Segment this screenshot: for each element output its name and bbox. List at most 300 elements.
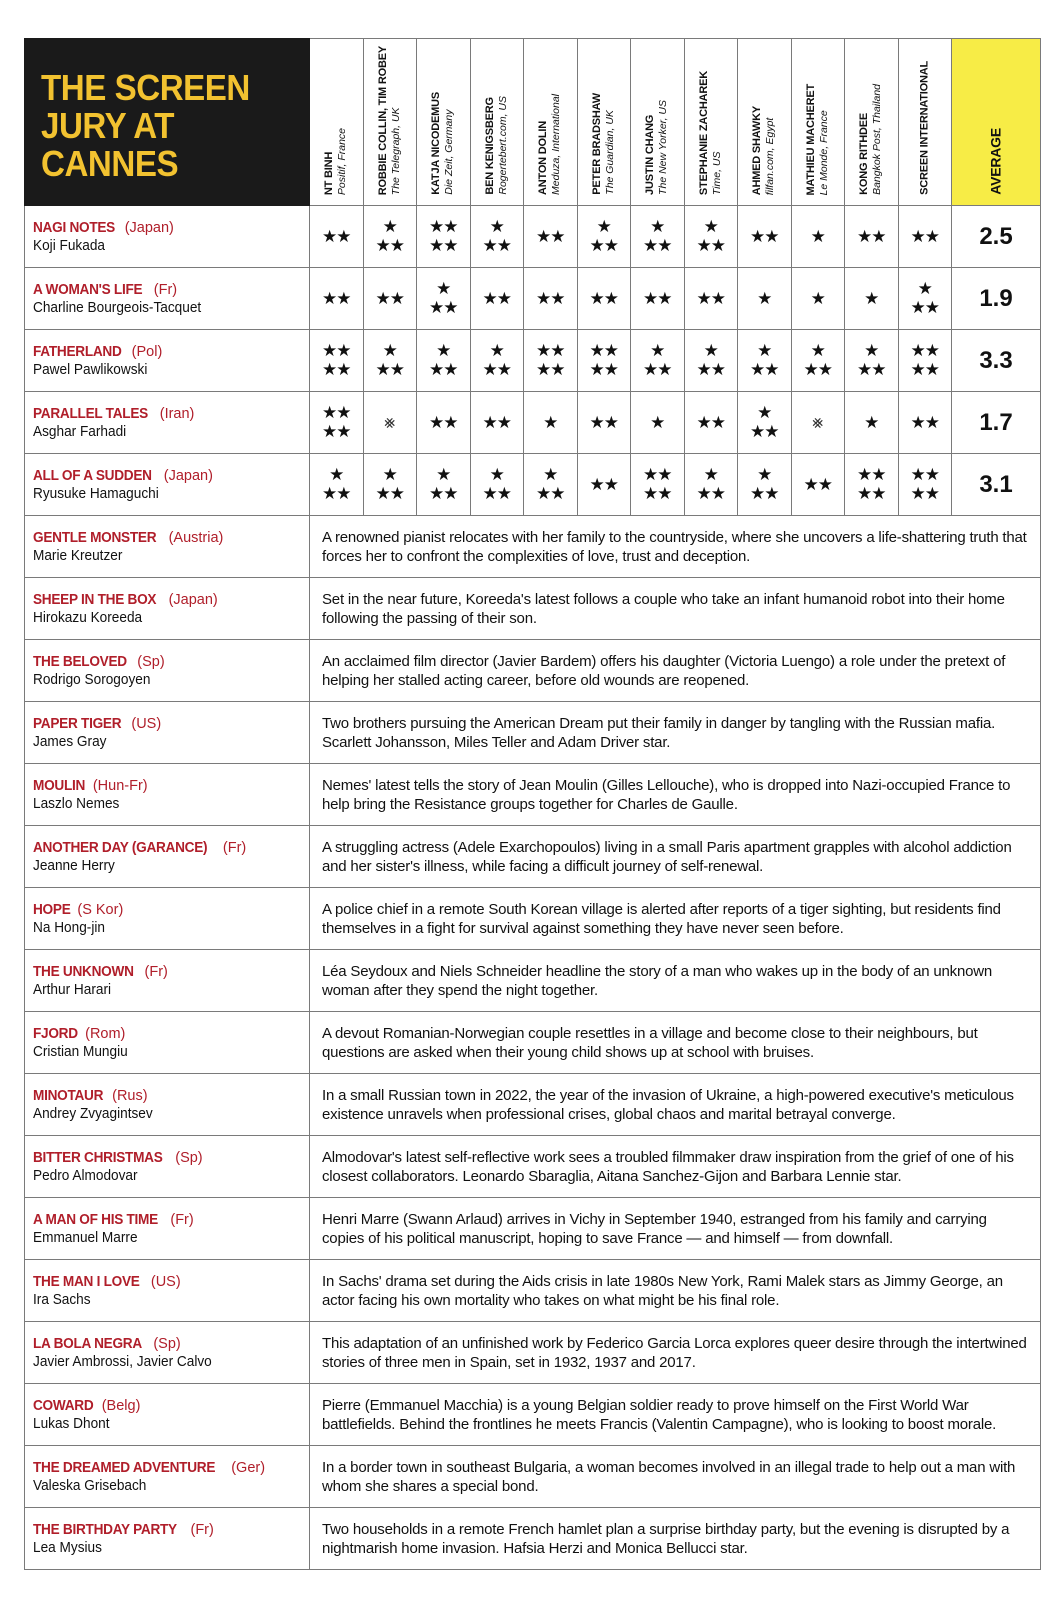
rating-cell — [738, 330, 792, 392]
critic-label — [918, 61, 931, 195]
star-row — [864, 289, 878, 308]
film-cell — [25, 454, 310, 516]
star-icon: ★ — [375, 236, 390, 255]
critic-header — [845, 39, 899, 206]
rating-cell — [791, 392, 845, 454]
star-icon: ★ — [375, 484, 390, 503]
star-icon: ★ — [810, 341, 825, 360]
film-cell — [25, 888, 310, 950]
rating-cell — [791, 206, 845, 268]
rating-cell — [417, 392, 471, 454]
film-country: (Austria) — [168, 530, 224, 546]
star-icon: ★ — [710, 288, 725, 308]
critic-name: AHMED SHAWKY — [751, 105, 764, 195]
star-rating — [322, 341, 351, 379]
average-header — [952, 39, 1041, 206]
film-synopsis: Léa Seydoux and Niels Schneider headline the story of a man who wakes up in the body of an unknown woman after they spend the night together. — [310, 950, 1041, 1012]
star-rating — [429, 341, 458, 379]
star-icon: ★ — [589, 412, 604, 432]
film-title-line — [33, 467, 309, 485]
title-cell — [25, 39, 310, 206]
star-icon: ★ — [910, 298, 925, 317]
star-row — [650, 413, 664, 432]
critic-name: PETER BRADSHAW — [590, 93, 603, 195]
film-title: ANOTHER DAY (GARANCE) — [33, 840, 208, 856]
star-icon: ★ — [924, 226, 939, 246]
star-rating — [697, 465, 726, 503]
star-row — [590, 341, 619, 360]
star-row — [429, 465, 458, 484]
rating-cell — [577, 454, 631, 516]
film-title: THE MAN I LOVE — [33, 1274, 140, 1290]
described-film-row — [25, 702, 1041, 764]
star-icon: ★ — [757, 341, 772, 360]
star-row — [322, 289, 351, 308]
film-synopsis: Almodovar's latest self-reflective work sees a troubled filmmaker draw inspiration from the grief of one of his closest collaborators. Leonardo Sbaraglia, Aitana Sanchez-Gijon and Barbara Lennie star. — [310, 1136, 1041, 1198]
star-icon: ★ — [657, 465, 672, 484]
star-icon: ★ — [443, 484, 458, 503]
star-icon: ★ — [696, 288, 711, 308]
described-film-row — [25, 764, 1041, 826]
critic-name: ANTON DOLIN — [537, 121, 550, 195]
star-rating — [697, 341, 726, 379]
star-row — [322, 465, 351, 484]
star-row — [750, 465, 779, 484]
film-director: Koji Fukada — [33, 238, 105, 254]
rating-cell — [363, 392, 417, 454]
star-row — [750, 484, 779, 503]
film-title-line — [33, 963, 309, 981]
star-icon: ★ — [657, 236, 672, 255]
star-icon: ★ — [871, 484, 886, 503]
star-icon: ★ — [764, 360, 779, 379]
star-rating — [857, 227, 886, 246]
film-director: Valeska Grisebach — [33, 1478, 147, 1494]
star-rating — [483, 217, 512, 255]
star-row — [590, 217, 619, 236]
rating-cell — [684, 454, 738, 516]
star-rating — [911, 341, 940, 379]
film-cell — [25, 1446, 310, 1508]
star-icon: ★ — [643, 484, 658, 503]
star-icon: ★ — [429, 298, 444, 317]
star-icon: ★ — [382, 465, 397, 484]
critic-name: BEN KENIGSBERG — [483, 97, 496, 195]
rating-cell — [791, 330, 845, 392]
star-row — [322, 227, 351, 246]
rating-cell — [738, 268, 792, 330]
film-title-line — [33, 653, 309, 671]
rating-cell — [470, 268, 524, 330]
film-director: Ira Sachs — [33, 1292, 91, 1308]
rating-cell — [363, 330, 417, 392]
star-rating — [590, 341, 619, 379]
rating-cell — [310, 268, 364, 330]
film-cell — [25, 1074, 310, 1136]
rating-cell — [417, 206, 471, 268]
star-rating — [376, 217, 405, 255]
star-icon: ★ — [329, 465, 344, 484]
star-row — [322, 360, 351, 379]
star-rating — [911, 279, 940, 317]
film-title: THE DREAMED ADVENTURE — [33, 1460, 216, 1476]
star-icon: ★ — [757, 288, 772, 308]
film-title: PAPER TIGER — [33, 716, 122, 732]
star-icon: ★ — [603, 236, 618, 255]
described-film-row — [25, 1074, 1041, 1136]
critic-outlet: The Guardian, UK — [603, 110, 616, 195]
described-film-row — [25, 578, 1041, 640]
film-cell — [25, 640, 310, 702]
film-synopsis: In Sachs' drama set during the Aids crisis in late 1980s New York, Rami Malek stars as Jimmy George, an actor facing his own mortality who takes on what might be his final role. — [310, 1260, 1041, 1322]
star-icon: ★ — [443, 236, 458, 255]
star-rating — [429, 217, 458, 255]
film-director: Cristian Mungiu — [33, 1044, 128, 1060]
star-icon: ★ — [650, 341, 665, 360]
described-film-row — [25, 1012, 1041, 1074]
star-row — [590, 475, 619, 494]
star-rating — [590, 289, 619, 308]
star-row — [590, 236, 619, 255]
star-icon: ★ — [924, 412, 939, 432]
critic-header — [417, 39, 471, 206]
star-row — [643, 236, 672, 255]
film-country: (Ger) — [231, 1460, 266, 1476]
film-title-line — [33, 405, 309, 423]
star-icon: ★ — [336, 484, 351, 503]
star-rating — [536, 341, 565, 379]
film-country: (Sp) — [175, 1150, 203, 1166]
star-row — [804, 475, 833, 494]
star-icon: ★ — [696, 484, 711, 503]
rating-cell — [845, 392, 899, 454]
film-country: (Sp) — [137, 654, 165, 670]
rated-film-row — [25, 206, 1041, 268]
star-icon: ★ — [657, 484, 672, 503]
star-rating — [536, 227, 565, 246]
star-row — [429, 484, 458, 503]
star-icon: ★ — [924, 465, 939, 484]
star-row — [322, 403, 351, 422]
film-cell — [25, 516, 310, 578]
star-icon: ★ — [482, 360, 497, 379]
film-synopsis: A police chief in a remote South Korean village is alerted after reports of a tiger sighting, but residents find themselves in a fight for survival against something they have never seen before. — [310, 888, 1041, 950]
critic-label — [484, 96, 510, 195]
star-icon: ★ — [589, 236, 604, 255]
rating-cell — [363, 206, 417, 268]
star-icon: ★ — [857, 484, 872, 503]
star-row — [911, 360, 940, 379]
star-icon: ★ — [496, 412, 511, 432]
star-rating — [322, 403, 351, 441]
star-icon: ★ — [322, 341, 337, 360]
star-row — [643, 484, 672, 503]
star-icon: ★ — [496, 288, 511, 308]
film-title: SHEEP IN THE BOX — [33, 592, 157, 608]
star-icon: ★ — [589, 474, 604, 494]
rating-cell — [470, 206, 524, 268]
film-title: MINOTAUR — [33, 1088, 104, 1104]
film-synopsis: Two brothers pursuing the American Dream put their family in danger by tangling with the Russian mafia. Scarlett Johansson, Miles Teller and Adam Driver star. — [310, 702, 1041, 764]
star-icon: ★ — [536, 288, 551, 308]
film-title: A WOMAN'S LIFE — [33, 282, 143, 298]
star-row — [643, 217, 672, 236]
star-icon: ★ — [336, 288, 351, 308]
star-icon: ★ — [322, 288, 337, 308]
rating-cell — [470, 330, 524, 392]
rating-cell — [684, 330, 738, 392]
film-country: (Fr) — [153, 282, 178, 298]
star-icon: ★ — [696, 360, 711, 379]
film-director: Na Hong-jin — [33, 920, 105, 936]
film-title-line — [33, 901, 309, 919]
film-synopsis: A devout Romanian-Norwegian couple resettles in a village and become close to their neighbours, but questions are asked when their young child shows up at school with bruises. — [310, 1012, 1041, 1074]
rating-cell — [738, 454, 792, 516]
star-icon: ★ — [750, 422, 765, 441]
star-rating — [650, 413, 664, 432]
film-cell — [25, 206, 310, 268]
star-icon: ★ — [596, 217, 611, 236]
film-title-line — [33, 839, 309, 857]
rating-cell — [845, 268, 899, 330]
star-icon: ★ — [589, 288, 604, 308]
star-icon: ★ — [603, 412, 618, 432]
star-row — [376, 289, 405, 308]
star-icon: ★ — [924, 298, 939, 317]
star-row — [643, 341, 672, 360]
film-synopsis: An acclaimed film director (Javier Bardem) offers his daughter (Victoria Luengo) a role under the pretext of helping her stalled acting career, before old wounds are reopened. — [310, 640, 1041, 702]
star-icon: ★ — [550, 288, 565, 308]
star-row — [643, 465, 672, 484]
film-title-line — [33, 1521, 309, 1539]
film-title: THE BIRTHDAY PARTY — [33, 1522, 177, 1538]
star-row — [643, 360, 672, 379]
star-icon: ★ — [429, 412, 444, 432]
critic-outlet: Positif, France — [336, 127, 349, 195]
critic-label — [430, 92, 456, 195]
star-row — [483, 289, 512, 308]
star-icon: ★ — [436, 465, 451, 484]
film-director: Charline Bourgeois-Tacquet — [33, 300, 202, 316]
star-icon: ★ — [496, 236, 511, 255]
star-row — [857, 484, 886, 503]
film-country: (Japan) — [163, 468, 213, 484]
critic-label — [377, 46, 403, 195]
star-row — [429, 360, 458, 379]
star-row — [697, 465, 726, 484]
film-country: (Fr) — [222, 840, 247, 856]
star-row — [911, 465, 940, 484]
star-icon: ★ — [757, 403, 772, 422]
film-director: Javier Ambrossi, Javier Calvo — [33, 1354, 212, 1370]
star-row — [483, 236, 512, 255]
average-score: 3.3 — [952, 330, 1041, 392]
critic-header — [738, 39, 792, 206]
star-rating — [376, 289, 405, 308]
star-row — [590, 360, 619, 379]
star-row — [750, 227, 779, 246]
rating-cell — [738, 392, 792, 454]
film-director: Jeanne Herry — [33, 858, 115, 874]
critic-name: MATHIEU MACHERET — [804, 83, 817, 195]
star-row — [697, 413, 726, 432]
critic-name: ROBBIE COLLIN, TIM ROBEY — [376, 45, 389, 195]
star-icon: ★ — [550, 484, 565, 503]
critic-outlet: Rogertebert.com, US — [496, 96, 509, 195]
star-rating — [429, 413, 458, 432]
star-icon: ★ — [536, 360, 551, 379]
star-icon: ★ — [389, 360, 404, 379]
film-title: LA BOLA NEGRA — [33, 1336, 142, 1352]
rating-cell — [310, 206, 364, 268]
rating-cell — [631, 206, 685, 268]
star-row — [483, 413, 512, 432]
rating-cell — [845, 330, 899, 392]
star-icon: ★ — [910, 360, 925, 379]
star-rating — [643, 289, 672, 308]
star-icon: ★ — [429, 236, 444, 255]
star-icon: ★ — [643, 465, 658, 484]
star-rating — [322, 289, 351, 308]
film-director: Marie Kreutzer — [33, 548, 123, 564]
star-rating — [750, 403, 779, 441]
star-row — [811, 227, 825, 246]
film-country: (Fr) — [170, 1212, 194, 1228]
star-row — [757, 289, 771, 308]
star-row — [804, 341, 833, 360]
critic-header — [577, 39, 631, 206]
critic-header — [310, 39, 364, 206]
film-title: NAGI NOTES — [33, 220, 116, 236]
rating-cell — [791, 268, 845, 330]
critic-header — [470, 39, 524, 206]
critic-label — [858, 84, 884, 195]
film-title: PARALLEL TALES — [33, 406, 148, 422]
star-icon: ★ — [550, 226, 565, 246]
film-cell — [25, 1260, 310, 1322]
star-icon: ★ — [924, 360, 939, 379]
star-row — [322, 422, 351, 441]
star-icon: ★ — [910, 341, 925, 360]
star-icon: ★ — [436, 279, 451, 298]
described-film-row — [25, 516, 1041, 578]
film-country: (Pol) — [131, 344, 163, 360]
rating-cell — [845, 454, 899, 516]
critic-label — [537, 94, 563, 195]
film-director: Asghar Farhadi — [33, 424, 127, 440]
jury-table — [24, 38, 1041, 1570]
star-row — [911, 298, 940, 317]
star-rating — [483, 465, 512, 503]
film-country: (Japan) — [168, 592, 218, 608]
star-icon: ★ — [429, 217, 444, 236]
star-row — [811, 289, 825, 308]
star-icon: ★ — [543, 412, 558, 432]
bad-mark-icon: ⨳ — [384, 412, 396, 432]
star-icon: ★ — [703, 341, 718, 360]
critic-outlet: filfan.com, Egypt — [764, 117, 777, 195]
star-row — [643, 289, 672, 308]
rating-cell — [363, 454, 417, 516]
film-title: FATHERLAND — [33, 344, 122, 360]
star-row — [483, 484, 512, 503]
average-label: AVERAGE — [987, 128, 1004, 195]
film-country: (Sp) — [153, 1336, 181, 1352]
star-icon: ★ — [550, 360, 565, 379]
star-icon: ★ — [643, 236, 658, 255]
star-icon: ★ — [710, 412, 725, 432]
critic-name: KATJA NICODEMUS — [430, 92, 443, 195]
rating-cell — [898, 454, 952, 516]
rated-film-row — [25, 454, 1041, 516]
star-icon: ★ — [382, 341, 397, 360]
film-cell — [25, 1384, 310, 1446]
star-rating — [750, 341, 779, 379]
described-film-row — [25, 1508, 1041, 1570]
described-film-row — [25, 1446, 1041, 1508]
star-row — [697, 217, 726, 236]
star-icon: ★ — [482, 484, 497, 503]
star-icon: ★ — [703, 217, 718, 236]
star-row — [376, 484, 405, 503]
star-icon: ★ — [443, 360, 458, 379]
star-icon: ★ — [764, 226, 779, 246]
film-country: (US) — [131, 716, 162, 732]
film-cell — [25, 702, 310, 764]
critic-name: KONG RITHDEE — [858, 113, 871, 195]
star-icon: ★ — [322, 360, 337, 379]
described-film-row — [25, 1384, 1041, 1446]
star-icon: ★ — [750, 360, 765, 379]
film-director: Andrey Zvyagintsev — [33, 1106, 153, 1122]
rating-cell — [577, 392, 631, 454]
film-cell — [25, 330, 310, 392]
star-rating — [804, 341, 833, 379]
star-icon: ★ — [864, 341, 879, 360]
star-row — [697, 341, 726, 360]
star-icon: ★ — [924, 341, 939, 360]
rating-cell — [524, 268, 578, 330]
star-icon: ★ — [443, 298, 458, 317]
rated-film-row — [25, 330, 1041, 392]
star-row — [911, 413, 940, 432]
star-icon: ★ — [710, 360, 725, 379]
film-cell — [25, 1136, 310, 1198]
star-icon: ★ — [489, 465, 504, 484]
star-icon: ★ — [482, 236, 497, 255]
star-rating — [864, 413, 878, 432]
film-director: Rodrigo Sorogoyen — [33, 672, 151, 688]
star-icon: ★ — [603, 288, 618, 308]
film-title-line — [33, 1211, 309, 1229]
film-director: Lukas Dhont — [33, 1416, 110, 1432]
described-film-row — [25, 640, 1041, 702]
rating-cell — [791, 454, 845, 516]
film-country: (Rus) — [112, 1088, 148, 1104]
star-rating — [697, 217, 726, 255]
critic-name: NT BINH — [323, 151, 336, 195]
critic-label — [805, 84, 831, 195]
star-icon: ★ — [750, 484, 765, 503]
film-title-line — [33, 1397, 309, 1415]
star-row — [697, 236, 726, 255]
star-rating — [864, 289, 878, 308]
film-synopsis: Set in the near future, Koreeda's latest follows a couple who take an infant humanoid robot into their home following the passing of their son. — [310, 578, 1041, 640]
film-title-line — [33, 1335, 309, 1353]
star-icon: ★ — [650, 412, 665, 432]
star-icon: ★ — [496, 484, 511, 503]
critic-header — [898, 39, 952, 206]
